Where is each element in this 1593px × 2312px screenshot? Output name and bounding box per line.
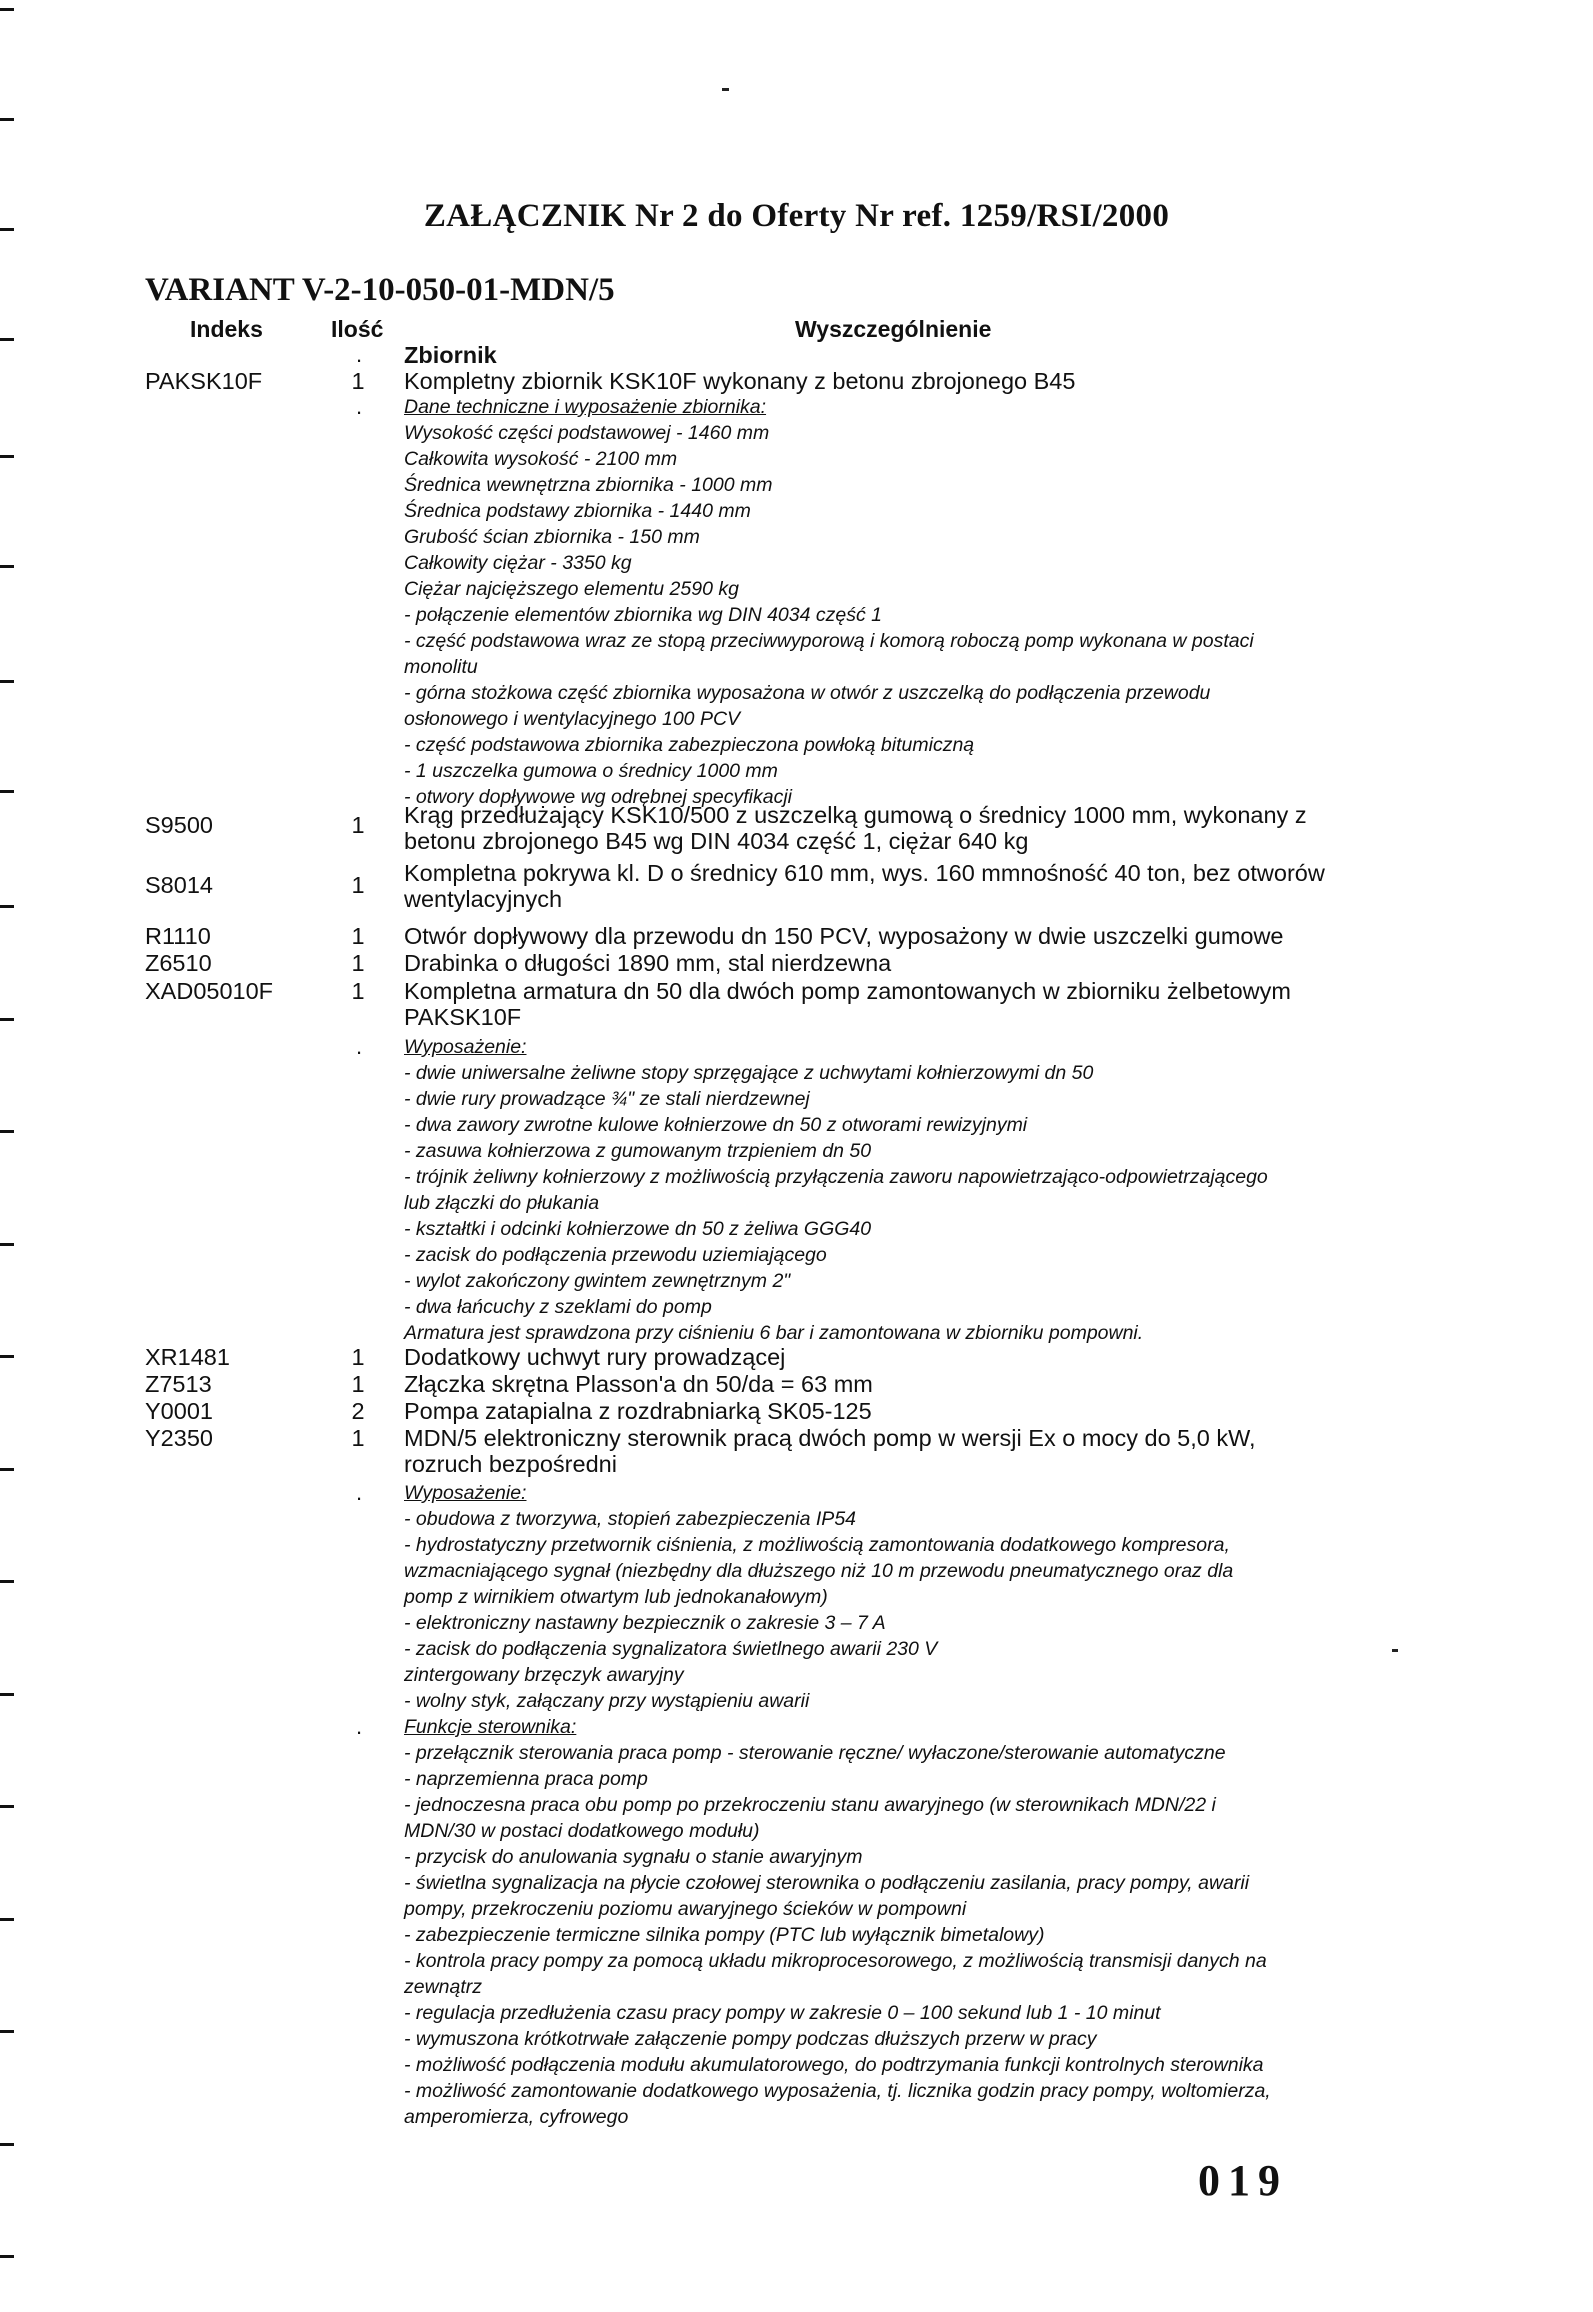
spec-line: - obudowa z tworzywa, stopień zabezpieczenia IP54 xyxy=(404,1508,857,1530)
item-index: Y0001 xyxy=(145,1398,213,1424)
spec-line: - regulacja przedłużenia czasu pracy pompy w zakresie 0 – 100 sekund lub 1 - 10 minut xyxy=(404,2002,1161,2024)
spec-line: - 1 uszczelka gumowa o średnicy 1000 mm xyxy=(404,760,778,782)
spec-line: Ciężar najcięższego elementu 2590 kg xyxy=(404,578,739,600)
spec-line: osłonowego i wentylacyjnego 100 PCV xyxy=(404,708,741,730)
item-description: Otwór dopływowy dla przewodu dn 150 PCV, wyposażony w dwie uszczelki gumowe xyxy=(404,923,1284,949)
item-index: XAD05010F xyxy=(145,978,274,1004)
scan-mark xyxy=(0,1355,14,1358)
spec-line: - jednoczesna praca obu pomp po przekroczeniu stanu awaryjnego (w sterownikach MDN/22 i xyxy=(404,1794,1216,1816)
spec-line: zintergowany brzęczyk awaryjny xyxy=(404,1664,684,1686)
scan-mark xyxy=(0,1918,14,1921)
spec-line: - elektroniczny nastawny bezpiecznik o zakresie 3 – 7 A xyxy=(404,1612,886,1634)
spec-line: - trójnik żeliwny kołnierzowy z możliwością przyłączenia zaworu napowietrzająco-odpowietrzającego xyxy=(404,1166,1268,1188)
bullet-dot: . xyxy=(356,1034,363,1059)
spec-line: wzmacniającego sygnał (niezbędny dla dłuższego niż 10 m przewodu pneumatycznego oraz dla xyxy=(404,1560,1234,1582)
scan-mark xyxy=(0,680,14,683)
spec-line: Średnica podstawy zbiornika - 1440 mm xyxy=(404,500,751,522)
spec-title: Funkcje sterownika: xyxy=(404,1716,577,1738)
spec-line: MDN/30 w postaci dodatkowego modułu) xyxy=(404,1820,760,1842)
item-index: XR1481 xyxy=(145,1344,230,1370)
spec-line: - możliwość zamontowanie dodatkowego wyposażenia, tj. licznika godzin pracy pompy, woltomierza, xyxy=(404,2080,1271,2102)
scan-mark xyxy=(0,338,14,341)
spec-line: Całkowity ciężar - 3350 kg xyxy=(404,552,632,574)
spec-title: Wyposażenie: xyxy=(404,1482,527,1504)
item-description: Pompa zatapialna z rozdrabniarką SK05-125 xyxy=(404,1398,872,1424)
bullet-dot: . xyxy=(356,1480,363,1505)
spec-line: - świetlna sygnalizacja na płycie czołowej sterownika o podłączeniu zasilania, pracy pompy, awarii xyxy=(404,1872,1250,1894)
spec-line: - dwa zawory zwrotne kulowe kołnierzowe dn 50 z otworami rewizyjnymi xyxy=(404,1114,1028,1136)
item-description: Krąg przedłużający KSK10/500 z uszczelką gumową o średnicy 1000 mm, wykonany z xyxy=(404,802,1307,828)
spec-line: - górna stożkowa część zbiornika wyposażona w otwór z uszczelką do podłączenia przewodu xyxy=(404,682,1211,704)
column-header-qty: Ilość xyxy=(331,316,384,342)
item-qty: 1 xyxy=(351,950,365,976)
spec-line: - część podstawowa zbiornika zabezpieczona powłoką bitumiczną xyxy=(404,734,975,756)
section-title: Zbiornik xyxy=(404,342,497,368)
spec-line: lub złączki do płukania xyxy=(404,1192,600,1214)
item-qty: 1 xyxy=(351,978,365,1004)
variant-heading: VARIANT V-2-10-050-01-MDN/5 xyxy=(145,272,615,308)
item-qty: 2 xyxy=(351,1398,365,1424)
spec-line: Grubość ścian zbiornika - 150 mm xyxy=(404,526,700,548)
spec-line: - kontrola pracy pompy za pomocą układu mikroprocesorowego, z możliwością transmisji danych na xyxy=(404,1950,1267,1972)
scan-speck xyxy=(722,88,729,91)
scan-mark xyxy=(0,1018,14,1021)
bullet-dot: . xyxy=(356,342,363,367)
spec-line: - zasuwa kołnierzowa z gumowanym trzpieniem dn 50 xyxy=(404,1140,872,1162)
item-description: betonu zbrojonego B45 wg DIN 4034 część 1, ciężar 640 kg xyxy=(404,828,1029,854)
scan-mark xyxy=(0,790,14,793)
scan-mark xyxy=(0,2030,14,2033)
item-index: Z6510 xyxy=(145,950,212,976)
item-index: S9500 xyxy=(145,812,213,838)
spec-line: - zacisk do podłączenia przewodu uziemiającego xyxy=(404,1244,827,1266)
column-header-index: Indeks xyxy=(190,316,263,342)
scan-mark xyxy=(0,1580,14,1583)
spec-line: - przełącznik sterowania praca pomp - sterowanie ręczne/ wyłaczone/sterowanie automatyczne xyxy=(404,1742,1226,1764)
spec-line: - kształtki i odcinki kołnierzowe dn 50 z żeliwa GGG40 xyxy=(404,1218,872,1240)
item-qty: 1 xyxy=(351,923,365,949)
item-description: wentylacyjnych xyxy=(404,886,563,912)
item-qty: 1 xyxy=(351,1425,365,1451)
spec-line: - dwa łańcuchy z szeklami do pomp xyxy=(404,1296,712,1318)
item-index: PAKSK10F xyxy=(145,368,263,394)
item-description: rozruch bezpośredni xyxy=(404,1451,617,1477)
spec-line: - połączenie elementów zbiornika wg DIN 4034 część 1 xyxy=(404,604,882,626)
scan-mark xyxy=(0,1468,14,1471)
document-title: ZAŁĄCZNIK Nr 2 do Oferty Nr ref. 1259/RSI/2000 xyxy=(423,198,1170,234)
item-qty: 1 xyxy=(351,1371,365,1397)
item-description: Dodatkowy uchwyt rury prowadzącej xyxy=(404,1344,786,1370)
item-qty: 1 xyxy=(351,872,365,898)
spec-line: - zacisk do podłączenia sygnalizatora świetlnego awarii 230 V xyxy=(404,1638,938,1660)
item-index: R1110 xyxy=(145,923,211,949)
spec-title: Wyposażenie: xyxy=(404,1036,527,1058)
scan-mark xyxy=(0,565,14,568)
spec-title: Dane techniczne i wyposażenie zbiornika: xyxy=(404,396,767,418)
scan-mark xyxy=(0,118,14,121)
column-header-desc: Wyszczególnienie xyxy=(795,316,992,342)
spec-line: - przycisk do anulowania sygnału o stanie awaryjnym xyxy=(404,1846,863,1868)
scan-mark xyxy=(0,2255,14,2258)
spec-line: - wolny styk, załączany przy wystąpieniu awarii xyxy=(404,1690,810,1712)
item-index: S8014 xyxy=(145,872,213,898)
scan-mark xyxy=(0,8,14,11)
item-qty: 1 xyxy=(351,368,365,394)
item-description: PAKSK10F xyxy=(404,1004,522,1030)
scan-mark xyxy=(0,2143,14,2146)
spec-line: amperomierza, cyfrowego xyxy=(404,2106,629,2128)
scan-mark xyxy=(0,455,14,458)
spec-line: Średnica wewnętrzna zbiornika - 1000 mm xyxy=(404,474,773,496)
scan-mark xyxy=(0,1243,14,1246)
bullet-dot: . xyxy=(356,1714,363,1739)
item-qty: 1 xyxy=(351,812,365,838)
item-description: MDN/5 elektroniczny sterownik pracą dwóch pomp w wersji Ex o mocy do 5,0 kW, xyxy=(404,1425,1256,1451)
spec-line: zewnątrz xyxy=(404,1976,483,1998)
spec-line: Wysokość części podstawowej - 1460 mm xyxy=(404,422,770,444)
scan-mark xyxy=(0,1130,14,1133)
spec-line: pompy, przekroczeniu poziomu awaryjnego ścieków w pompowni xyxy=(404,1898,967,1920)
scan-mark xyxy=(0,1805,14,1808)
spec-line: pomp z wirnikiem otwartym lub jednokanałowym) xyxy=(404,1586,828,1608)
spec-line: - wymuszona krótkotrwałe załączenie pompy podczas dłuższych przerw w pracy xyxy=(404,2028,1097,2050)
spec-line: - dwie rury prowadzące ¾" ze stali nierdzewnej xyxy=(404,1088,810,1110)
item-qty: 1 xyxy=(351,1344,365,1370)
item-description: Drabinka o długości 1890 mm, stal nierdzewna xyxy=(404,950,892,976)
spec-line: - zabezpieczenie termiczne silnika pompy (PTC lub wyłącznik bimetalowy) xyxy=(404,1924,1045,1946)
scan-mark xyxy=(0,1693,14,1696)
spec-line: - wylot zakończony gwintem zewnętrznym 2" xyxy=(404,1270,791,1292)
spec-line: Całkowita wysokość - 2100 mm xyxy=(404,448,678,470)
spec-line: - możliwość podłączenia modułu akumulatorowego, do podtrzymania funkcji kontrolnych sterownika xyxy=(404,2054,1264,2076)
item-description: Złączka skrętna Plasson'a dn 50/da = 63 mm xyxy=(404,1371,873,1397)
bullet-dot: . xyxy=(356,394,363,419)
page-number: 019 xyxy=(1198,2156,1288,2205)
scan-mark xyxy=(0,905,14,908)
spec-line: - otwory dopływowe wg odrębnej specyfikacji xyxy=(404,786,793,808)
spec-line: monolitu xyxy=(404,656,478,678)
item-index: Y2350 xyxy=(145,1425,213,1451)
spec-line: - hydrostatyczny przetwornik ciśnienia, z możliwością zamontowania dodatkowego kompresora, xyxy=(404,1534,1230,1556)
spec-line: - naprzemienna praca pomp xyxy=(404,1768,648,1790)
spec-line: Armatura jest sprawdzona przy ciśnieniu 6 bar i zamontowana w zbiorniku pompowni. xyxy=(404,1322,1144,1344)
item-description: Kompletna pokrywa kl. D o średnicy 610 mm, wys. 160 mmnośność 40 ton, bez otworów xyxy=(404,860,1325,886)
item-description: Kompletny zbiornik KSK10F wykonany z betonu zbrojonego B45 xyxy=(404,368,1076,394)
spec-line: - dwie uniwersalne żeliwne stopy sprzęgające z uchwytami kołnierzowymi dn 50 xyxy=(404,1062,1094,1084)
item-description: Kompletna armatura dn 50 dla dwóch pomp zamontowanych w zbiorniku żelbetowym xyxy=(404,978,1291,1004)
item-index: Z7513 xyxy=(145,1371,212,1397)
spec-line: - część podstawowa wraz ze stopą przeciwwyporową i komorą roboczą pomp wykonana w postaci xyxy=(404,630,1254,652)
